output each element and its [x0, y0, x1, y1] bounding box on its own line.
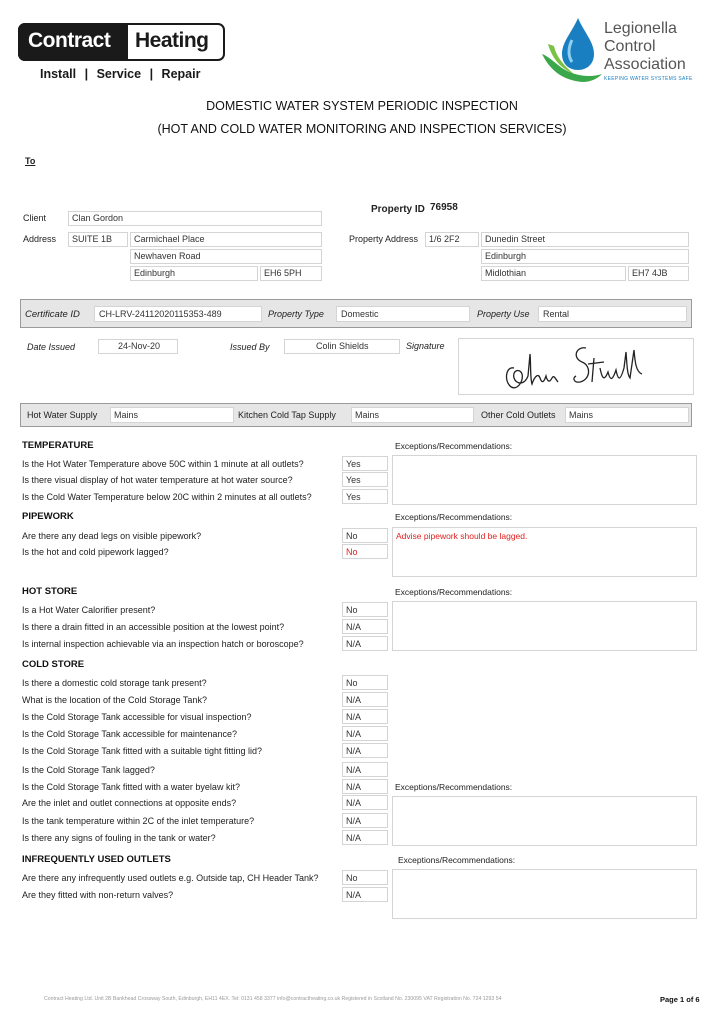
address-city-value: Edinburgh	[134, 268, 176, 278]
section-title-infrequent-outlets: INFREQUENTLY USED OUTLETS	[22, 854, 171, 865]
exceptions-box-temperature	[392, 455, 697, 505]
property-county-value: Midlothian	[485, 268, 527, 278]
question-row: Are they fitted with non-return valves?	[22, 890, 174, 900]
tagline-install: Install	[40, 67, 77, 81]
lca-name-line3: Association	[604, 56, 686, 73]
property-type-value: Domestic	[341, 309, 379, 319]
answer-value: N/A	[346, 798, 362, 808]
logo-text-contract: Contract	[28, 29, 111, 52]
answer-value: N/A	[346, 765, 362, 775]
exceptions-label-pipework: Exceptions/Recommendations:	[395, 512, 513, 522]
to-label: To	[25, 156, 36, 166]
property-line1-value: Dunedin Street	[485, 234, 546, 244]
water-drop-hands-icon	[538, 14, 604, 90]
answer-value: No	[346, 873, 358, 883]
exceptions-box-infrequent	[392, 869, 697, 919]
document-title-line1: DOMESTIC WATER SYSTEM PERIODIC INSPECTION	[206, 99, 518, 113]
lca-tagline: KEEPING WATER SYSTEMS SAFE	[604, 76, 693, 82]
question-row: Are the inlet and outlet connections at opposite ends?	[22, 798, 237, 808]
answer-value: N/A	[346, 712, 362, 722]
property-line2-value: Edinburgh	[485, 251, 527, 261]
client-label: Client	[23, 213, 47, 223]
tagline-service: Service	[96, 67, 142, 81]
answer-value: N/A	[346, 695, 362, 705]
property-type-label: Property Type	[268, 309, 324, 319]
hot-water-supply-value: Mains	[114, 410, 139, 420]
answer-value: No	[346, 531, 358, 541]
answer-value: N/A	[346, 890, 362, 900]
answer-value: N/A	[346, 816, 362, 826]
client-name-value: Clan Gordon	[72, 213, 124, 223]
issued-by-value: Colin Shields	[316, 341, 369, 351]
date-issued-value: 24-Nov-20	[118, 341, 161, 351]
question-row: Is the Cold Storage Tank accessible for maintenance?	[22, 729, 237, 739]
address-line1-value: Carmichael Place	[134, 234, 205, 244]
kitchen-cold-tap-label: Kitchen Cold Tap Supply	[238, 410, 336, 420]
property-id-value: 76958	[430, 202, 458, 213]
section-title-temperature: TEMPERATURE	[22, 440, 94, 451]
address-postcode-value: EH6 5PH	[264, 268, 302, 278]
exceptions-label-hot-store: Exceptions/Recommendations:	[395, 587, 513, 597]
hot-water-supply-label: Hot Water Supply	[27, 410, 98, 420]
exceptions-label-temperature: Exceptions/Recommendations:	[395, 441, 513, 451]
property-id-label: Property ID	[371, 204, 425, 215]
question-row: Is the Hot Water Temperature above 50C within 1 minute at all outlets?	[22, 459, 304, 469]
address-line2-value: Newhaven Road	[134, 251, 201, 261]
answer-value: N/A	[346, 746, 362, 756]
question-row: Is there any signs of fouling in the tank or water?	[22, 833, 216, 843]
address-unit-value: SUITE 1B	[72, 234, 113, 244]
question-row: Is internal inspection achievable via an inspection hatch or boroscope?	[22, 639, 304, 649]
date-issued-label: Date Issued	[27, 342, 76, 352]
exceptions-label-cold-store: Exceptions/Recommendations:	[395, 782, 513, 792]
question-row: Is the Cold Storage Tank fitted with a suitable tight fitting lid?	[22, 746, 262, 756]
kitchen-cold-tap-value: Mains	[355, 410, 380, 420]
handwritten-signature	[500, 338, 650, 394]
question-row: Is the Cold Storage Tank fitted with a water byelaw kit?	[22, 782, 240, 792]
question-row: Is the hot and cold pipework lagged?	[22, 547, 169, 557]
tagline-separator: |	[149, 67, 154, 81]
question-row: Is the Cold Storage Tank lagged?	[22, 765, 155, 775]
contract-heating-logo	[18, 23, 226, 63]
question-row: Is the Cold Water Temperature below 20C within 2 minutes at all outlets?	[22, 492, 312, 502]
question-row: Is a Hot Water Calorifier present?	[22, 605, 156, 615]
question-row: Is there visual display of hot water temperature at hot water source?	[22, 475, 293, 485]
answer-value: N/A	[346, 782, 362, 792]
answer-value: N/A	[346, 833, 362, 843]
address-label: Address	[23, 234, 57, 244]
question-row: What is the location of the Cold Storage Tank?	[22, 695, 207, 705]
answer-value: No	[346, 547, 358, 557]
question-row: Are there any infrequently used outlets e.g. Outside tap, CH Header Tank?	[22, 873, 319, 883]
property-address-label: Property Address	[349, 234, 419, 244]
property-use-label: Property Use	[477, 309, 530, 319]
logo-tagline	[40, 67, 200, 81]
answer-value: N/A	[346, 622, 362, 632]
answer-value: No	[346, 605, 358, 615]
lca-logo	[538, 14, 708, 90]
answer-value: Yes	[346, 492, 361, 502]
property-use-value: Rental	[543, 309, 570, 319]
answer-value: Yes	[346, 475, 361, 485]
section-title-hot-store: HOT STORE	[22, 586, 78, 597]
page-number: Page 1 of 6	[660, 995, 700, 1004]
answer-value: No	[346, 678, 358, 688]
certificate-id-value: CH-LRV-24112020115353-489	[99, 309, 222, 319]
document-title-line2: (HOT AND COLD WATER MONITORING AND INSPECTION SERVICES)	[157, 122, 567, 136]
tagline-separator: |	[84, 67, 89, 81]
question-row: Is there a domestic cold storage tank present?	[22, 678, 207, 688]
property-unit-value: 1/6 2F2	[429, 234, 460, 244]
footer-company-info: Contract Heating Ltd. Unit 2B Bankhead Crossway South, Edinburgh, EH11 4EX. Tel: 0131 458 3377 info@contractheating.co.uk Registered in Scotland No. 230095 VAT Registration No. 724 1293 54	[44, 996, 502, 1002]
section-title-pipework: PIPEWORK	[22, 511, 74, 522]
pipework-recommendation: Advise pipework should be lagged.	[396, 531, 528, 541]
exceptions-box-cold-store	[392, 796, 697, 846]
other-cold-outlets-label: Other Cold Outlets	[481, 410, 556, 420]
logo-text-heating: Heating	[135, 29, 209, 52]
question-row: Is there a drain fitted in an accessible position at the lowest point?	[22, 622, 285, 632]
exceptions-label-infrequent: Exceptions/Recommendations:	[398, 855, 516, 865]
issued-by-label: Issued By	[230, 342, 270, 352]
question-row: Is the tank temperature within 2C of the inlet temperature?	[22, 816, 255, 826]
lca-name-line2: Control	[604, 38, 656, 55]
lca-name-line1: Legionella	[604, 20, 677, 37]
certificate-id-label: Certificate ID	[25, 309, 80, 320]
question-row: Are there any dead legs on visible pipework?	[22, 531, 202, 541]
question-row: Is the Cold Storage Tank accessible for visual inspection?	[22, 712, 252, 722]
property-postcode-value: EH7 4JB	[632, 268, 668, 278]
exceptions-box-hot-store	[392, 601, 697, 651]
other-cold-outlets-value: Mains	[569, 410, 594, 420]
answer-value: N/A	[346, 729, 362, 739]
answer-value: Yes	[346, 459, 361, 469]
signature-label: Signature	[406, 341, 445, 351]
answer-value: N/A	[346, 639, 362, 649]
tagline-repair: Repair	[161, 67, 201, 81]
section-title-cold-store: COLD STORE	[22, 659, 85, 670]
